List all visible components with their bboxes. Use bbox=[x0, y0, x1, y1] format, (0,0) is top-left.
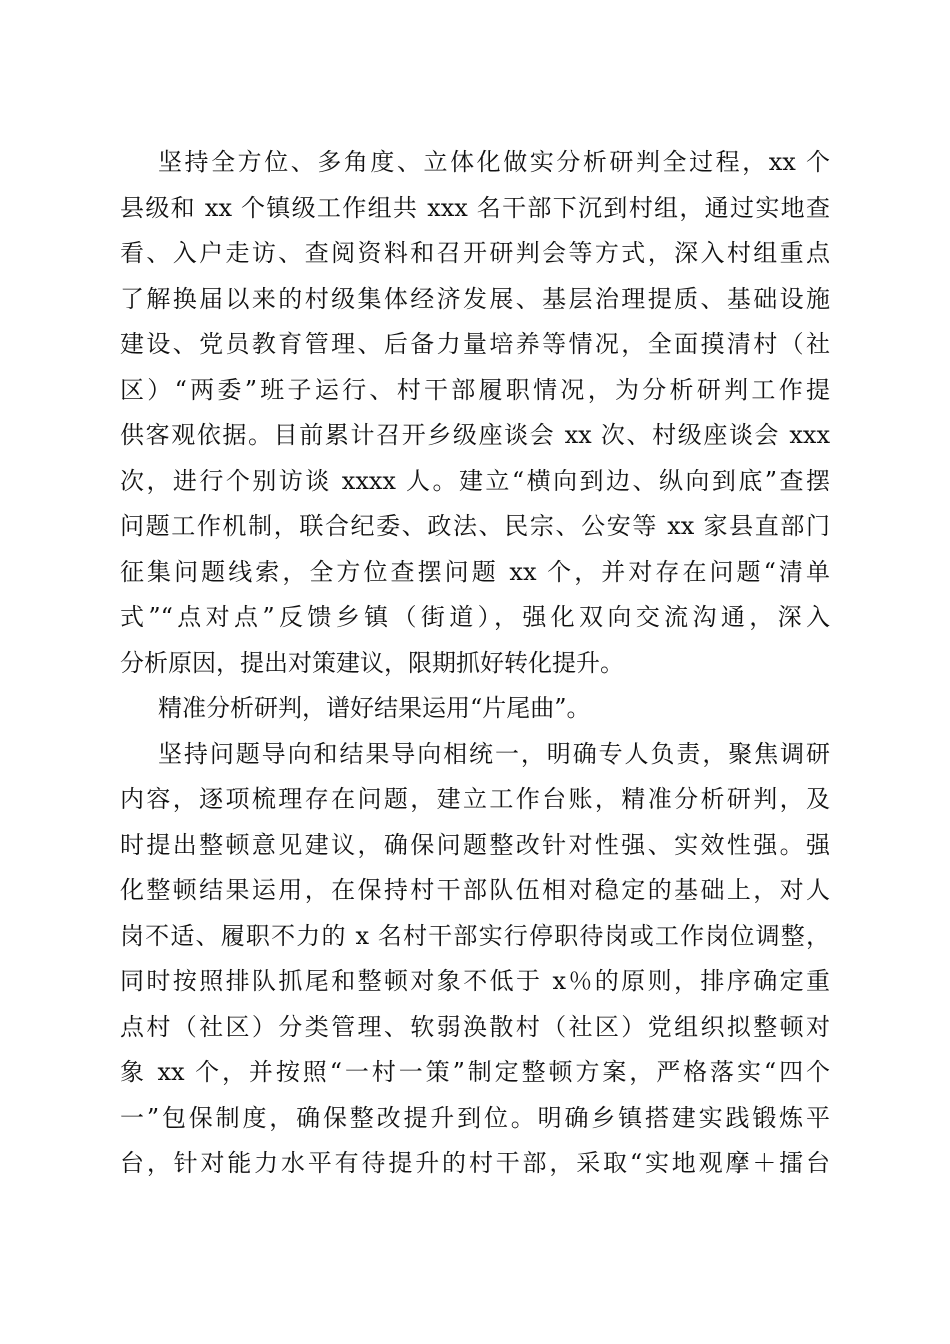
paragraph-line: 问题工作机制，联合纪委、政法、民宗、公安等 xx 家县直部门 bbox=[120, 512, 830, 540]
paragraph-line: 内容，逐项梳理存在问题，建立工作台账，精准分析研判，及 bbox=[120, 785, 830, 813]
paragraph-line: 化整顿结果运用，在保持村干部队伍相对稳定的基础上，对人 bbox=[120, 876, 830, 904]
paragraph-line: 次，进行个别访谈 xxxx 人。建立“横向到边、纵向到底”查摆 bbox=[120, 466, 830, 495]
paragraph-line: 式”“点对点”反馈乡镇（街道），强化双向交流沟通，深入 bbox=[120, 603, 830, 631]
document-body bbox=[120, 140, 830, 1187]
paragraph-line: 征集问题线索，全方位查摆问题 xx 个，并对存在问题“清单 bbox=[120, 557, 830, 586]
paragraph-line: 点村（社区）分类管理、软弱涣散村（社区）党组织拟整顿对 bbox=[120, 1012, 830, 1041]
paragraph-line: 了解换届以来的村级集体经济发展、基层治理提质、基础设施 bbox=[120, 284, 830, 313]
paragraph-line: 坚持问题导向和结果导向相统一，明确专人负责，聚焦调研 bbox=[158, 739, 830, 768]
paragraph-line: 岗不适、履职不力的 x 名村干部实行停职待岗或工作岗位调整， bbox=[120, 921, 830, 950]
paragraph-1 bbox=[120, 140, 830, 686]
paragraph-3 bbox=[120, 732, 830, 1187]
paragraph-line: 时提出整顿意见建议，确保问题整改针对性强、实效性强。强 bbox=[120, 830, 830, 859]
paragraph-line: 看、入户走访、查阅资料和召开研判会等方式，深入村组重点 bbox=[120, 239, 830, 267]
paragraph-line: 台，针对能力水平有待提升的村干部，采取“实地观摩＋擂台 bbox=[120, 1149, 830, 1177]
paragraph-line: 建设、党员教育管理、后备力量培养等情况，全面摸清村（社 bbox=[120, 330, 830, 358]
paragraph-line: 县级和 xx 个镇级工作组共 xxx 名干部下沉到村组，通过实地查 bbox=[120, 193, 830, 222]
paragraph-line: 分析原因，提出对策建议，限期抓好转化提升。 bbox=[120, 648, 624, 677]
paragraph-line: 供客观依据。目前累计召开乡级座谈会 xx 次、村级座谈会 xxx bbox=[120, 421, 830, 449]
paragraph-line: 区）“两委”班子运行、村干部履职情况，为分析研判工作提 bbox=[120, 375, 830, 404]
paragraph-line: 同时按照排队抓尾和整顿对象不低于 x％的原则，排序确定重 bbox=[120, 967, 830, 995]
paragraph-line: 一”包保制度，确保整改提升到位。明确乡镇搭建实践锻炼平 bbox=[120, 1103, 830, 1132]
paragraph-line: 精准分析研判，谱好结果运用“片尾曲”。 bbox=[158, 694, 591, 722]
paragraph-line: 象 xx 个，并按照“一村一策”制定整顿方案，严格落实“四个 bbox=[120, 1058, 830, 1086]
paragraph-line: 坚持全方位、多角度、立体化做实分析研判全过程，xx 个 bbox=[158, 148, 830, 176]
paragraph-2-heading bbox=[120, 686, 830, 732]
